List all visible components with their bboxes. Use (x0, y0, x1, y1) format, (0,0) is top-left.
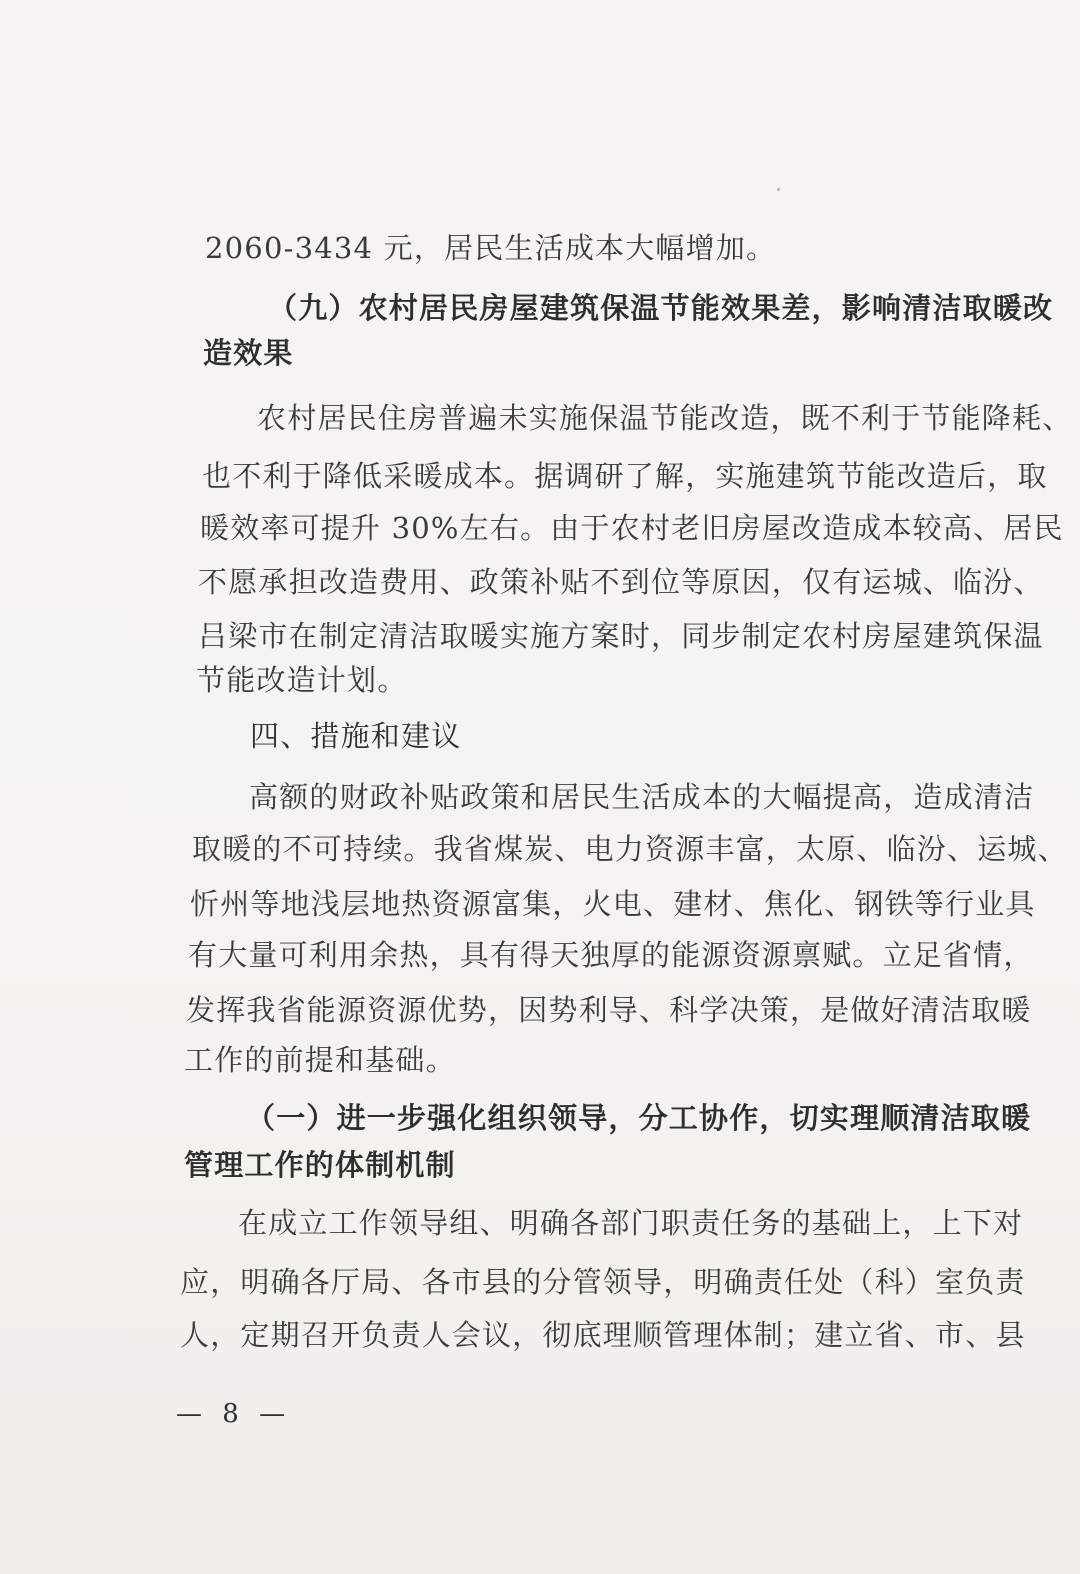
text-line-13: 忻州等地浅层地热资源富集，火电、建材、焦化、钢铁等行业具 (190, 887, 1036, 921)
subsection-heading-1: （一）进一步强化组织领导，分工协作，切实理顺清洁取暖 (246, 1101, 1032, 1135)
text-line-11: 高额的财政补贴政策和居民生活成本的大幅提高，造成清洁 (249, 780, 1035, 814)
page-number: — 8 — (176, 1399, 292, 1429)
text-line-1: 2060-3434 元，居民生活成本大幅增加。 (205, 231, 777, 265)
text-line-19: 在成立工作领导组、明确各部门职责任务的基础上，上下对 (238, 1206, 1024, 1240)
text-line-5: 也不利于降低采暖成本。据调研了解，实施建筑节能改造后，取 (202, 459, 1048, 493)
text-line-9: 节能改造计划。 (196, 663, 408, 697)
scan-speck (777, 188, 780, 191)
section-heading-9: （九）农村居民房屋建筑保温节能效果差，影响清洁取暖改 (268, 291, 1054, 325)
section-title-4: 四、措施和建议 (250, 719, 462, 753)
text-line-21: 人，定期召开负责人会议，彻底理顺管理体制；建立省、市、县 (180, 1318, 1026, 1352)
text-line-15: 发挥我省能源资源优势，因势利导、科学决策，是做好清洁取暖 (186, 993, 1032, 1027)
subsection-heading-1-cont: 管理工作的体制机制 (184, 1148, 456, 1182)
text-line-14: 有大量可利用余热，具有得天独厚的能源资源禀赋。立足省情， (188, 938, 1034, 972)
text-line-4: 农村居民住房普遍未实施保温节能改造，既不利于节能降耗、 (257, 401, 1073, 435)
text-line-7: 不愿承担改造费用、政策补贴不到位等原因，仅有运城、临汾、 (198, 565, 1044, 599)
text-line-12: 取暖的不可持续。我省煤炭、电力资源丰富，太原、临汾、运城、 (192, 832, 1068, 866)
text-line-6: 暖效率可提升 30%左右。由于农村老旧房屋改造成本较高、居民 (200, 511, 1064, 545)
text-line-20: 应，明确各厅局、各市县的分管领导，明确责任处（科）室负责 (180, 1265, 1026, 1299)
text-line-8: 吕梁市在制定清洁取暖实施方案时，同步制定农村房屋建筑保温 (198, 619, 1044, 653)
section-heading-9-cont: 造效果 (203, 336, 294, 370)
text-line-16: 工作的前提和基础。 (184, 1043, 456, 1077)
